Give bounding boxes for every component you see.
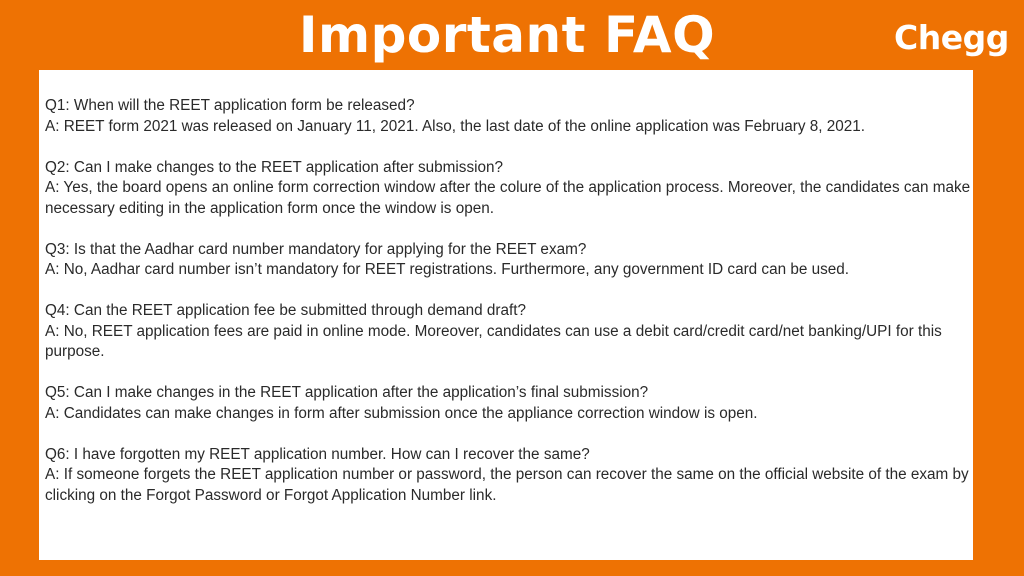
faq-item-5 <box>45 383 971 424</box>
faq-question-5: Q5: Can I make changes in the REET application after the application’s final submission? <box>45 384 649 401</box>
faq-question-4: Q4: Can the REET application fee be submitted through demand draft? <box>45 302 527 319</box>
faq-item-3 <box>45 240 971 281</box>
faq-item-1 <box>45 96 971 137</box>
faq-item-6 <box>45 445 971 507</box>
faq-panel <box>39 70 973 560</box>
faq-item-2 <box>45 158 971 220</box>
faq-answer-3: A: No, Aadhar card number isn’t mandatory for REET registrations. Furthermore, any government ID card can be used. <box>45 261 850 278</box>
chegg-logo: Chegg <box>894 18 1009 57</box>
faq-answer-1: A: REET form 2021 was released on January 11, 2021. Also, the last date of the online application was February 8, 2021. <box>45 117 866 135</box>
faq-list <box>45 96 971 527</box>
faq-answer-2: A: Yes, the board opens an online form correction window after the colure of the application process. Moreover, the candidates can make necessary editing in the application form once the window is open. <box>45 179 971 217</box>
page-title: Important FAQ <box>298 6 716 64</box>
faq-item-4 <box>45 301 971 363</box>
faq-question-1: Q1: When will the REET application form be released? <box>45 97 415 114</box>
faq-question-3: Q3: Is that the Aadhar card number mandatory for applying for the REET exam? <box>45 240 587 258</box>
faq-answer-4: A: No, REET application fees are paid in online mode. Moreover, candidates can use a debit card/credit card/net banking/UPI for this purpose. <box>45 322 942 360</box>
faq-question-6: Q6: I have forgotten my REET application number. How can I recover the same? <box>45 445 590 463</box>
faq-answer-5: A: Candidates can make changes in form after submission once the appliance correction window is open. <box>45 404 758 422</box>
faq-answer-6: A: If someone forgets the REET application number or password, the person can recover the same on the official website of the exam by clicking on the Forgot Password or Forgot Application Number link. <box>45 466 969 504</box>
faq-question-2: Q2: Can I make changes to the REET application after submission? <box>45 158 504 176</box>
